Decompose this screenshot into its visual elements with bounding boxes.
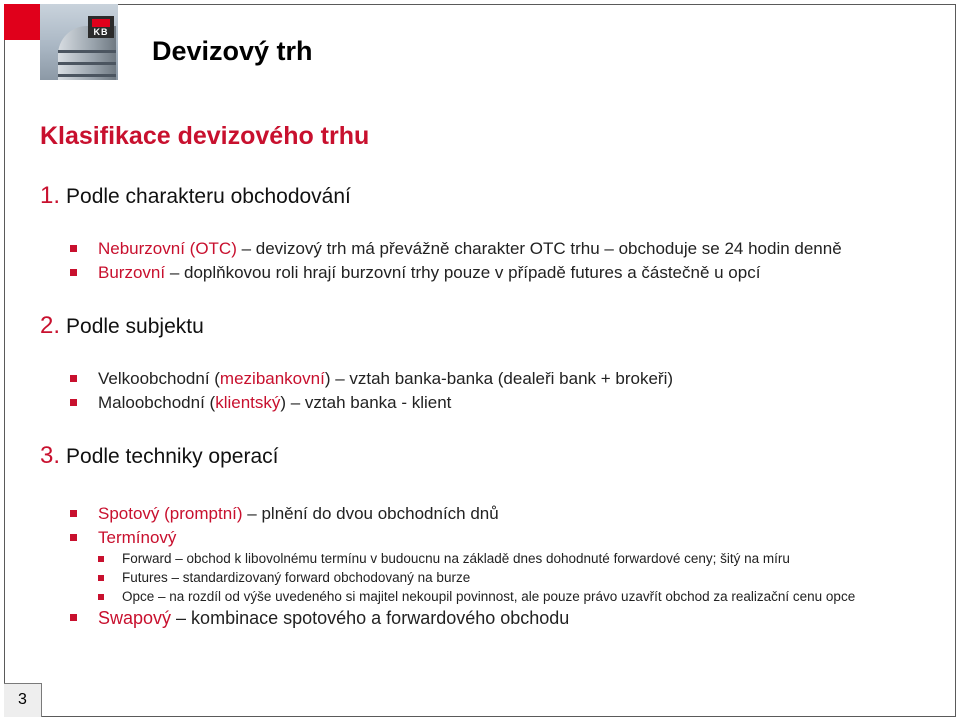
square-bullet-icon <box>70 269 77 276</box>
section-2-heading <box>40 312 204 340</box>
section-title: Podle charakteru obchodování <box>66 185 351 208</box>
square-bullet-icon <box>70 614 77 621</box>
square-bullet-icon <box>70 245 77 252</box>
square-bullet-icon <box>70 534 77 541</box>
slide-subtitle: Klasifikace devizového trhu <box>40 122 370 150</box>
corner-accent <box>4 4 40 40</box>
square-bullet-icon <box>70 510 77 517</box>
kb-sign <box>88 16 114 38</box>
square-bullet-icon <box>70 399 77 406</box>
page-number: 3 <box>4 683 42 717</box>
section-title: Podle techniky operací <box>66 445 279 468</box>
kb-logo <box>40 4 118 80</box>
section-title: Podle subjektu <box>66 315 204 338</box>
section-3-heading <box>40 442 278 470</box>
section-1-heading <box>40 182 351 210</box>
section-number: 1. <box>40 182 61 209</box>
square-bullet-icon <box>98 556 104 562</box>
kb-sign-text: KB <box>93 27 109 37</box>
section-number: 3. <box>40 442 61 469</box>
section-number: 2. <box>40 312 61 339</box>
square-bullet-icon <box>98 594 104 600</box>
slide-title: Devizový trh <box>152 36 313 66</box>
square-bullet-icon <box>70 375 77 382</box>
square-bullet-icon <box>98 575 104 581</box>
